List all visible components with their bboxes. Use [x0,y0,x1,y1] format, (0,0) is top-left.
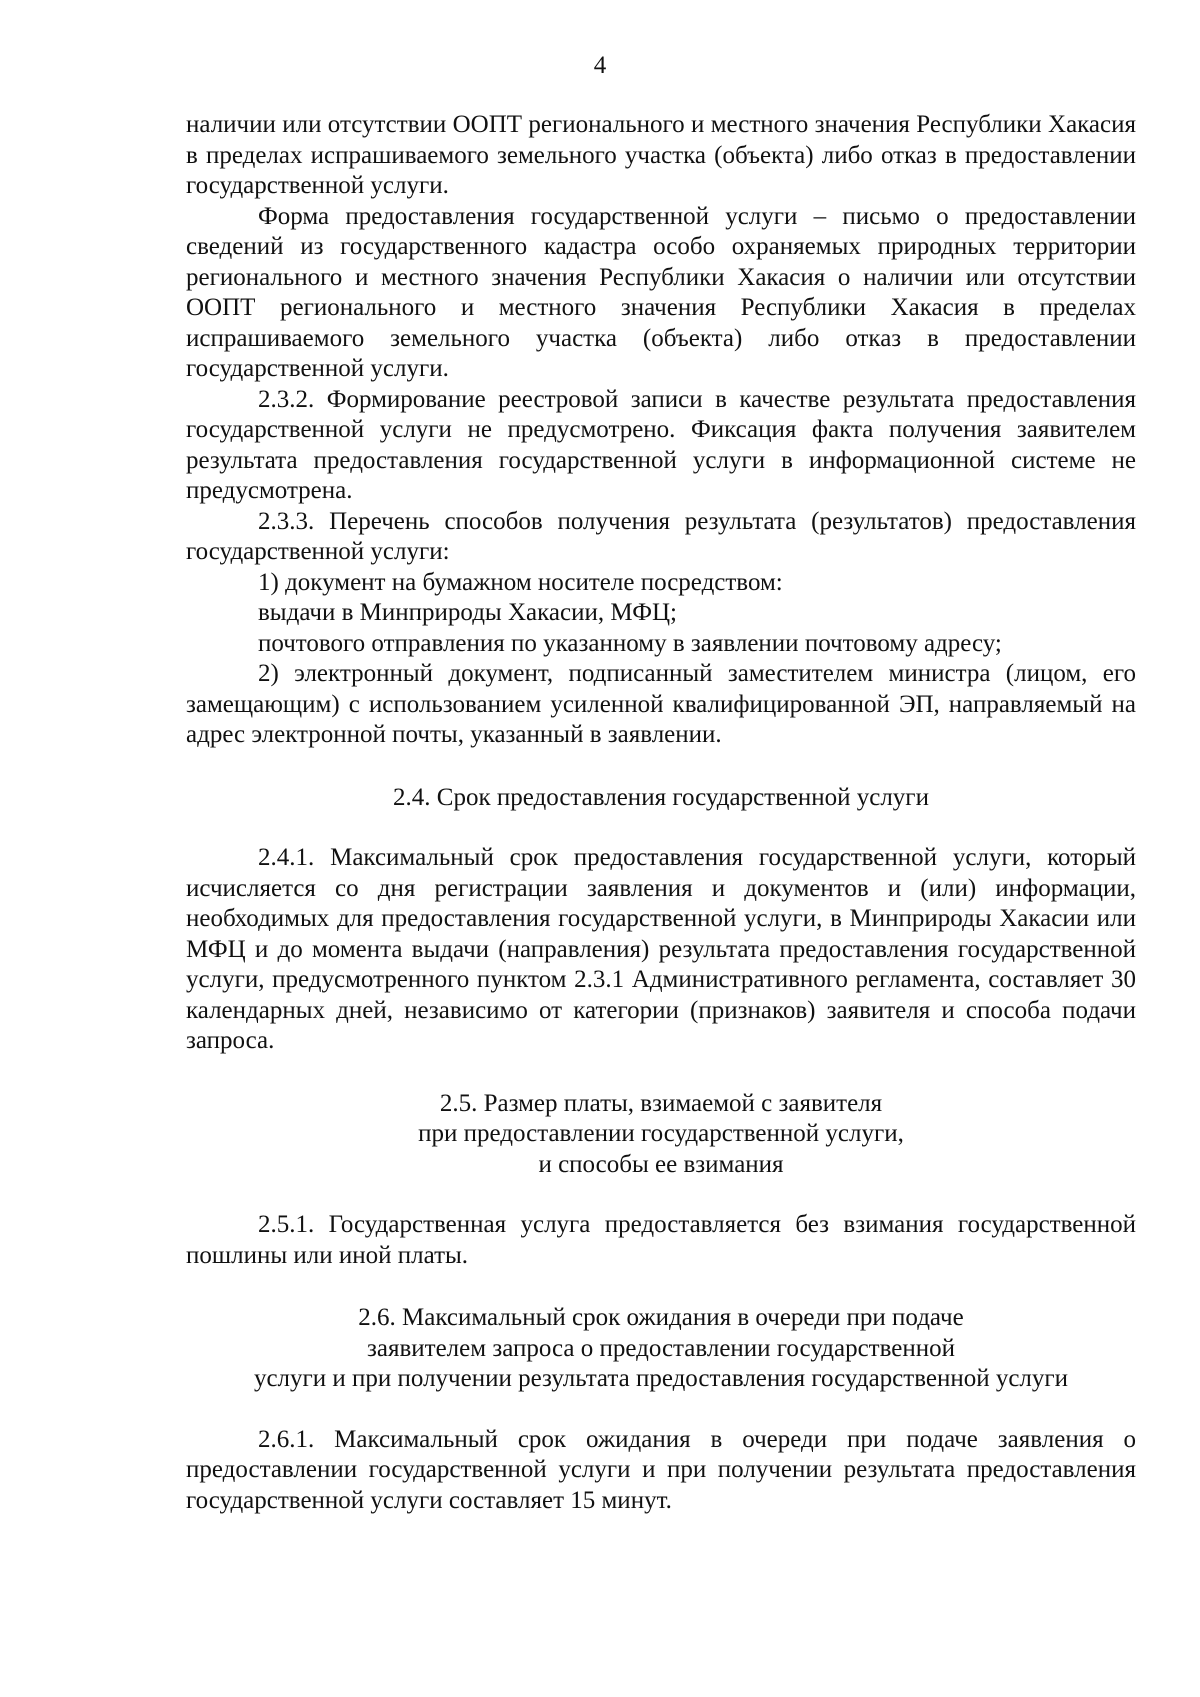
list-item-paper-document: 1) документ на бумажном носителе посредством: [258,568,783,596]
section-heading-2-4: 2.4. Срок предоставления государственной услуги [393,783,929,811]
paragraph-service-form: Форма предоставления государственной услуги – письмо о предоставлении сведений из государственного кадастра особо охраняемых природных территории регионального и местного значения Республики Хакасия о наличии или отсутствии ООПТ регионального и местного значения Республики Хакасия в пределах испрашиваемого земельного участка (объекта) либо отказ в предоставлении государственной услуги. [186,202,1136,382]
section-heading-2-6-line-2: заявителем запроса о предоставлении государственной [367,1334,955,1362]
page-number: 4 [593,52,607,79]
document-body [186,110,1136,1516]
list-item-issuance: выдачи в Минприроды Хакасии, МФЦ; [258,599,677,626]
list-item-electronic-document: 2) электронный документ, подписанный заместителем министра (лицом, его замещающим) с использованием усиленной квалифицированной ЭП, направляемый на адрес электронной почты, указанный в заявлении. [186,660,1136,748]
paragraph-2-6-1: 2.6.1. Максимальный срок ожидания в очереди при подаче заявления о предоставлении государственной услуги и при получении результата предоставления государственной услуги составляет 15 минут. [186,1425,1136,1514]
section-heading-2-6-line-3: услуги и при получении результата предоставления государственной услуги [253,1365,1069,1392]
paragraph-2-4-1: 2.4.1. Максимальный срок предоставления государственной услуги, который исчисляется со дня регистрации заявления и документов и (или) информации, необходимых для предоставления государственной услуги, в Минприроды Хакасии или МФЦ и до момента выдачи (направления) результата предоставления государственной услуги, предусмотренного пунктом 2.3.1 Административного регламента, составляет 30 календарных дней, независимо от категории (признаков) заявителя и способа подачи запроса. [186,844,1136,1054]
section-heading-2-5-line-1: 2.5. Размер платы, взимаемой с заявителя [439,1089,883,1117]
section-heading-2-6-line-1: 2.6. Максимальный срок ожидания в очереди при подаче [358,1304,964,1331]
section-heading-2-5-line-3: и способы ее взимания [538,1150,784,1178]
section-heading-2-5-line-2: при предоставлении государственной услуги, [418,1120,904,1147]
section-heading-2-6 [186,1303,1136,1395]
paragraph-2-3-3: 2.3.3. Перечень способов получения результата (результатов) предоставления государственной услуги: [186,507,1136,565]
paragraph-2-5-1: 2.5.1. Государственная услуга предоставляется без взимания государственной пошлины или иной платы. [186,1211,1136,1269]
paragraph-continuation: наличии или отсутствии ООПТ регионального и местного значения Республики Хакасия в пределах испрашиваемого земельного участка (объекта) либо отказ в предоставлении государственной услуги. [186,111,1136,199]
paragraph-2-3-2: 2.3.2. Формирование реестровой записи в качестве результата предоставления государственной услуги не предусмотрено. Фиксация факта получения заявителем результата предоставления государственной услуги в информационной системе не предусмотрена. [186,385,1136,504]
list-item-postal: почтового отправления по указанному в заявлении почтовому адресу; [258,629,1002,657]
section-heading-2-5 [186,1089,1136,1181]
